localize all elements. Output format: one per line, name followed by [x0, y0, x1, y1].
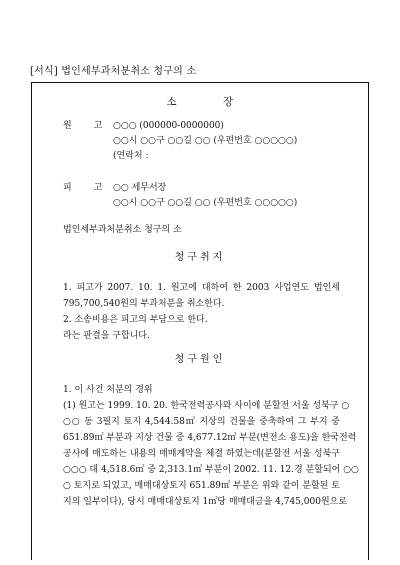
cause-line: 공사에 매도하는 내용의 매매계약을 체결 하였는데(분할전 서울 성북구 — [63, 449, 340, 459]
cause-subtitle: 1. 이 사건 처분의 경위 — [63, 385, 153, 395]
title-char-left: 소 — [166, 96, 177, 108]
cause-line: 지의 일부이다), 당시 매매대상토지 1㎡당 매매대금을 4,745,000원으로 — [63, 497, 348, 507]
form-label: [서식] 법인세부과처분취소 청구의 소 — [30, 66, 197, 77]
cause-line: (1) 원고는 1999. 10. 20. 한국전력공사와 사이에 분할전 서울 성북구 ○ — [63, 401, 350, 411]
claim-line: 1. 피고가 2007. 10. 1. 원고에 대하여 한 2003 사업연도 법인세 — [63, 283, 340, 293]
claim-line: 795,700,540원의 부과처분을 취소한다. — [63, 299, 225, 309]
cause-line: ○○○ 대 4,518.6㎡ 중 2,313.1㎡ 부분이 2002. 11. 12.경 분할되어 ○○ — [63, 465, 359, 475]
cause-line: ○○ 동 3필지 토지 4,544.58㎡ 지상의 건물을 중축하여 그 부지 중 — [63, 417, 340, 427]
cause-line: 651.89㎡ 부분과 지상 건물 중 4,677.12㎡ 부분(변전소 용도)을 한국전력 — [63, 433, 357, 443]
defendant-name: ○○ 세무서장 — [113, 183, 167, 193]
defendant-role: 피 고 — [63, 183, 103, 193]
claim-line: 라는 판결을 구합니다. — [63, 331, 150, 341]
plaintiff-role: 원 고 — [63, 121, 103, 131]
claim-line: 2. 소송비용은 피고의 부담으로 한다. — [63, 315, 208, 325]
case-name: 법인세부과처분취소 청구의 소 — [63, 225, 182, 235]
plaintiff-address: ○○시 ○○구 ○○길 ○○ (우편번호 ○○○○○) — [113, 136, 298, 146]
cause-heading: 청구원인 — [174, 354, 226, 365]
cause-line: ○ 토지로 되었고, 매매대상토지 651.89㎡ 부분은 위와 같이 분할된 토 — [63, 481, 340, 491]
plaintiff-phone: (연락처 : — [113, 151, 149, 161]
claim-heading: 청구취지 — [174, 252, 226, 263]
plaintiff-name: ○○○ (000000-0000000) — [113, 121, 224, 131]
document-title — [0, 96, 400, 108]
title-char-right: 장 — [223, 96, 234, 108]
defendant-address: ○○시 ○○구 ○○길 ○○ (우편번호 ○○○○○) — [113, 198, 298, 208]
